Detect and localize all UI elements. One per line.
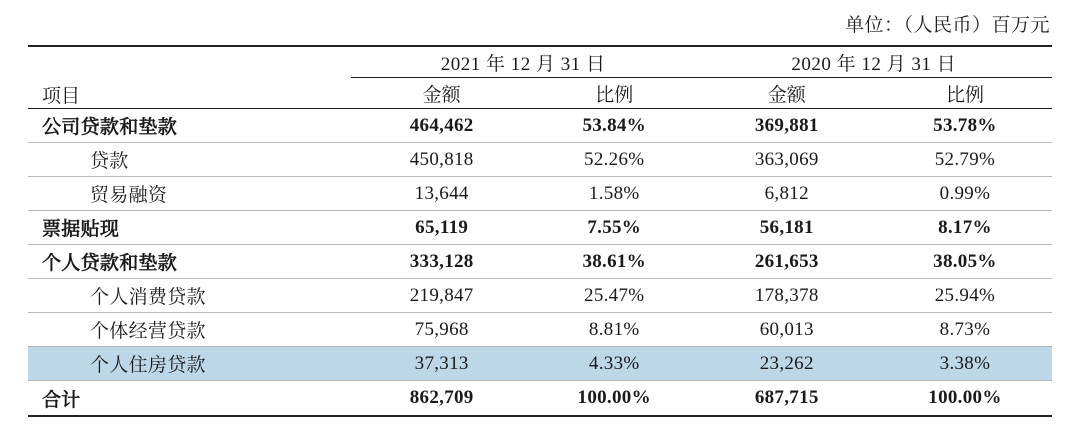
table-row <box>28 347 1052 381</box>
cell-amount-2021: 75,968 <box>351 313 533 347</box>
cell-amount-2020: 687,715 <box>696 381 878 417</box>
table-row <box>28 313 1052 347</box>
cell-amount-2021: 219,847 <box>351 279 533 313</box>
table-row <box>28 211 1052 245</box>
cell-ratio-2020: 53.78% <box>878 109 1052 143</box>
table-header <box>28 46 1052 109</box>
cell-amount-2021: 333,128 <box>351 245 533 279</box>
column-header-ratio-2020: 比例 <box>878 78 1052 109</box>
column-header-period-2020: 2020 年 12 月 31 日 <box>696 46 1052 78</box>
row-label: 贷款 <box>28 143 351 177</box>
column-header-period-2021: 2021 年 12 月 31 日 <box>351 46 696 78</box>
cell-ratio-2021: 1.58% <box>533 177 696 211</box>
row-label: 贸易融资 <box>28 177 351 211</box>
cell-ratio-2020: 25.94% <box>878 279 1052 313</box>
table-row <box>28 177 1052 211</box>
cell-ratio-2021: 38.61% <box>533 245 696 279</box>
cell-amount-2020: 369,881 <box>696 109 878 143</box>
cell-ratio-2020: 8.73% <box>878 313 1052 347</box>
cell-amount-2021: 464,462 <box>351 109 533 143</box>
column-header-amount-2021: 金额 <box>351 78 533 109</box>
cell-ratio-2021: 25.47% <box>533 279 696 313</box>
cell-amount-2021: 450,818 <box>351 143 533 177</box>
unit-note: 单位：（人民币）百万元 <box>844 15 1050 36</box>
table-body <box>28 109 1052 417</box>
cell-ratio-2021: 52.26% <box>533 143 696 177</box>
table-row <box>28 245 1052 279</box>
row-label: 个人消费贷款 <box>28 279 351 313</box>
row-label: 个人住房贷款 <box>28 347 351 381</box>
cell-amount-2020: 363,069 <box>696 143 878 177</box>
cell-amount-2021: 65,119 <box>351 211 533 245</box>
table-row <box>28 279 1052 313</box>
column-header-amount-2020: 金额 <box>696 78 878 109</box>
column-header-ratio-2021: 比例 <box>533 78 696 109</box>
cell-amount-2020: 56,181 <box>696 211 878 245</box>
row-label: 个体经营贷款 <box>28 313 351 347</box>
cell-ratio-2020: 52.79% <box>878 143 1052 177</box>
cell-ratio-2020: 3.38% <box>878 347 1052 381</box>
cell-amount-2021: 862,709 <box>351 381 533 417</box>
cell-amount-2020: 60,013 <box>696 313 878 347</box>
cell-amount-2020: 261,653 <box>696 245 878 279</box>
cell-ratio-2021: 7.55% <box>533 211 696 245</box>
table-row <box>28 109 1052 143</box>
cell-ratio-2020: 38.05% <box>878 245 1052 279</box>
table-header-row-periods <box>28 46 1052 78</box>
cell-amount-2020: 178,378 <box>696 279 878 313</box>
cell-ratio-2020: 0.99% <box>878 177 1052 211</box>
cell-amount-2020: 6,812 <box>696 177 878 211</box>
cell-amount-2020: 23,262 <box>696 347 878 381</box>
loan-distribution-table <box>28 45 1052 417</box>
cell-ratio-2021: 53.84% <box>533 109 696 143</box>
table-row <box>28 381 1052 417</box>
cell-amount-2021: 13,644 <box>351 177 533 211</box>
cell-ratio-2021: 100.00% <box>533 381 696 417</box>
cell-ratio-2020: 100.00% <box>878 381 1052 417</box>
cell-ratio-2021: 8.81% <box>533 313 696 347</box>
table-row <box>28 143 1052 177</box>
cell-amount-2021: 37,313 <box>351 347 533 381</box>
cell-ratio-2021: 4.33% <box>533 347 696 381</box>
row-label: 公司贷款和垫款 <box>28 109 351 143</box>
row-label: 票据贴现 <box>28 211 351 245</box>
cell-ratio-2020: 8.17% <box>878 211 1052 245</box>
column-header-item: 项目 <box>28 46 351 109</box>
row-label: 合计 <box>28 381 351 417</box>
row-label: 个人贷款和垫款 <box>28 245 351 279</box>
